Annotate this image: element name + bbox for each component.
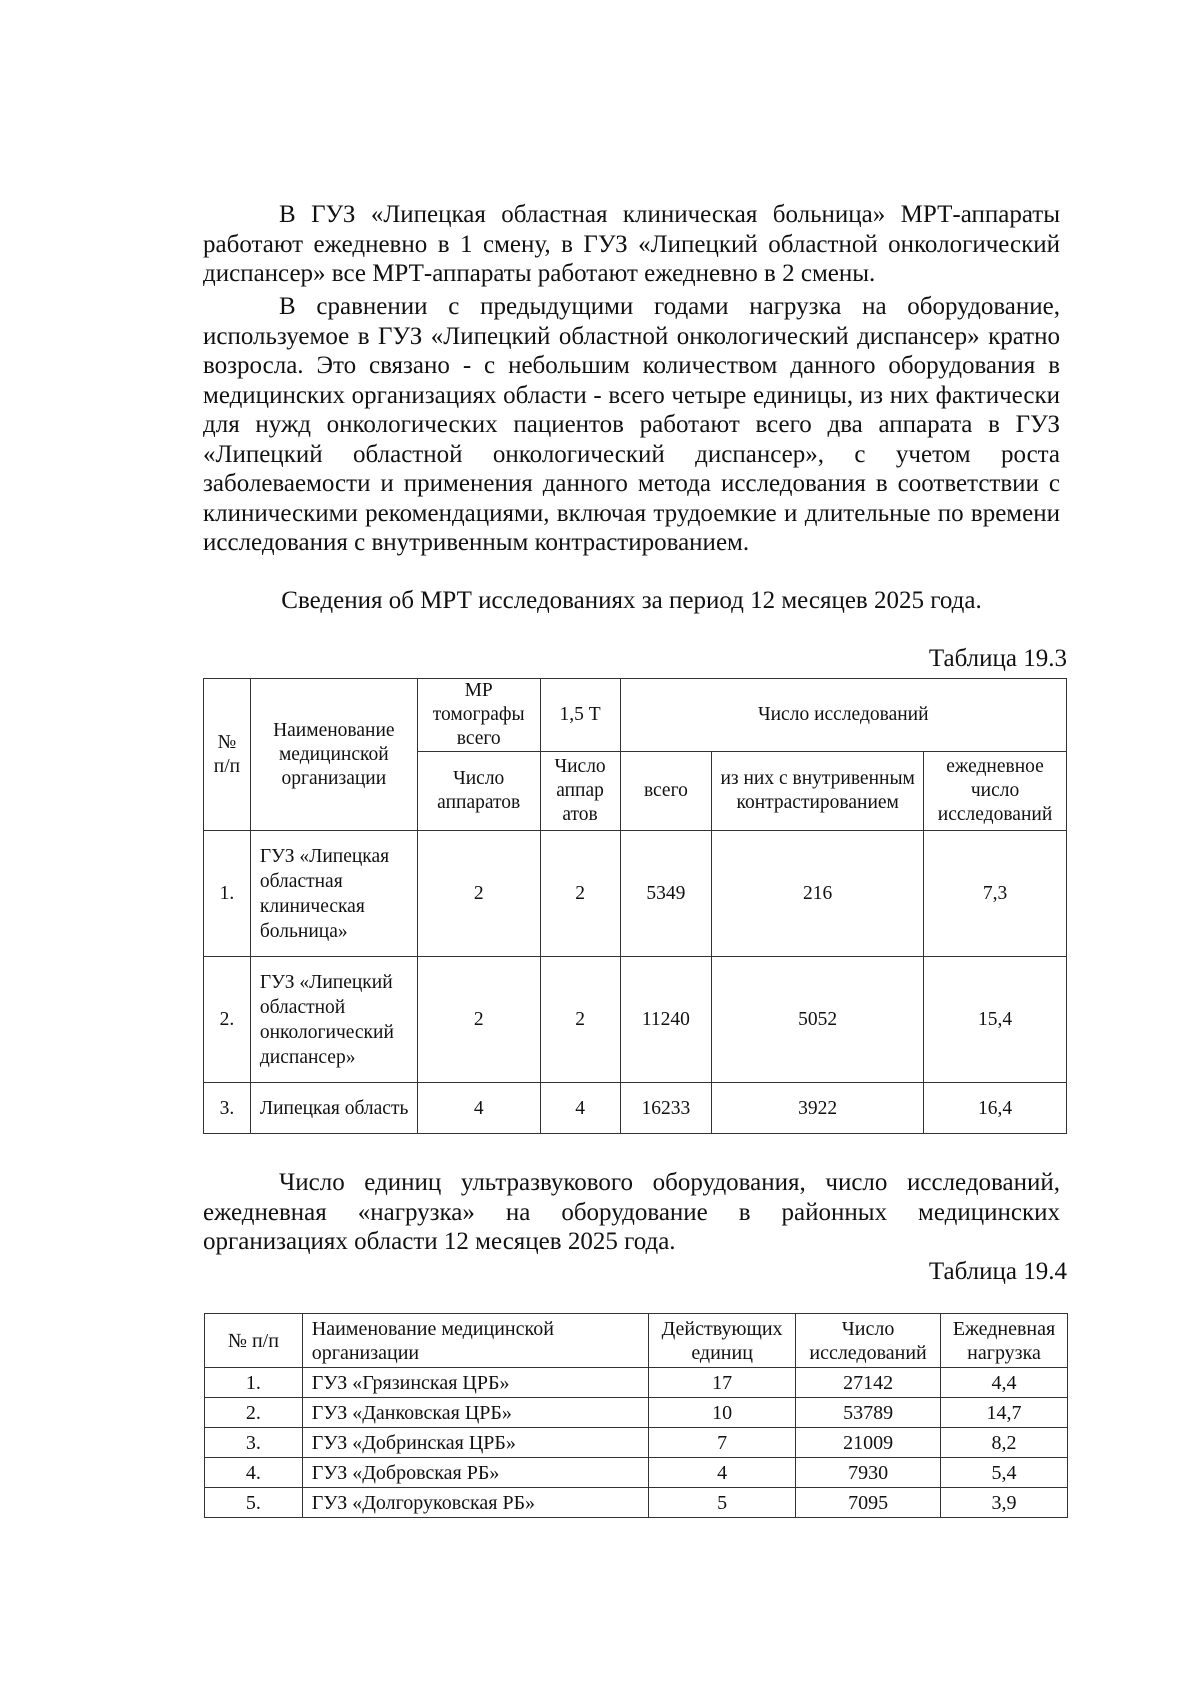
cell-org: Липецкая область <box>250 1083 417 1134</box>
cell-load: 4,4 <box>941 1368 1068 1398</box>
cell-mr: 2 <box>417 957 540 1083</box>
cell-mr: 2 <box>417 831 540 957</box>
cell-studies: 53789 <box>796 1398 941 1428</box>
header-devices: Число аппаратов <box>417 752 540 831</box>
header-num: № п/п <box>204 679 251 831</box>
header-org: Наименование медицинской организации <box>250 679 417 831</box>
cell-daily: 16,4 <box>924 1083 1067 1134</box>
cell-contrast: 5052 <box>712 957 924 1083</box>
header-org: Наименование медицинской организации <box>302 1314 648 1368</box>
cell-daily: 7,3 <box>924 831 1067 957</box>
cell-num: 4. <box>205 1458 303 1488</box>
cell-1-5t: 4 <box>540 1083 620 1134</box>
cell-num: 3. <box>204 1083 251 1134</box>
header-contrast: из них с внутривенным контрастированием <box>712 752 924 831</box>
table-row <box>205 1368 1068 1398</box>
cell-total: 5349 <box>620 831 712 957</box>
cell-mr: 4 <box>417 1083 540 1134</box>
paragraph-2: В сравнении с предыдущими годами нагрузка на оборудование, используемое в ГУЗ «Липецкий областной онкологический диспансер» кратно возросла. Это связано - с небольшим количеством данного оборудования в медицинских организациях области - всего четыре единицы, из них фактически для нужд онкологических пациентов работают всего два аппарата в ГУЗ «Липецкий областной онкологический диспансер», с учетом роста заболеваемости и применения данного метода исследования в соответствии с клиническими рекомендациями, включая трудоемкие и длительные по времени исследования с внутривенным контрастированием. <box>203 293 1060 556</box>
table-row <box>205 1428 1068 1458</box>
table-19-3-label: Таблица 19.3 <box>928 645 1067 672</box>
cell-load: 3,9 <box>941 1488 1068 1518</box>
table-19-4-label: Таблица 19.4 <box>928 1258 1067 1285</box>
table-row <box>204 1083 1067 1134</box>
cell-studies: 27142 <box>796 1368 941 1398</box>
cell-units: 10 <box>649 1398 796 1428</box>
header-units: Действующих единиц <box>649 1314 796 1368</box>
cell-num: 2. <box>205 1398 303 1428</box>
header-devices-1-5t: Число аппар атов <box>540 752 620 831</box>
cell-num: 1. <box>204 831 251 957</box>
cell-load: 8,2 <box>941 1428 1068 1458</box>
cell-org: ГУЗ «Липецкий областной онкологический диспансер» <box>250 957 417 1083</box>
cell-total: 16233 <box>620 1083 712 1134</box>
table-row <box>205 1458 1068 1488</box>
cell-load: 5,4 <box>941 1458 1068 1488</box>
header-daily: ежедневное число исследований <box>924 752 1067 831</box>
header-studies: Число исследований <box>796 1314 941 1368</box>
cell-daily: 15,4 <box>924 957 1067 1083</box>
table-row <box>204 957 1067 1083</box>
header-1-5t: 1,5 Т <box>540 679 620 752</box>
header-load: Ежедневная нагрузка <box>941 1314 1068 1368</box>
cell-num: 1. <box>205 1368 303 1398</box>
header-studies: Число исследований <box>620 679 1067 752</box>
cell-units: 4 <box>649 1458 796 1488</box>
cell-org: ГУЗ «Данковская ЦРБ» <box>302 1398 648 1428</box>
cell-contrast: 3922 <box>712 1083 924 1134</box>
table-row <box>204 831 1067 957</box>
paragraph-3: Число единиц ультразвукового оборудования, число исследований, ежедневная «нагрузка» на оборудование в районных медицинских организациях области 12 месяцев 2025 года. <box>203 1169 1060 1255</box>
table-19-4 <box>204 1313 1068 1518</box>
cell-total: 11240 <box>620 957 712 1083</box>
cell-1-5t: 2 <box>540 957 620 1083</box>
header-total: всего <box>620 752 712 831</box>
table-row <box>205 1488 1068 1518</box>
cell-units: 5 <box>649 1488 796 1518</box>
table-19-3 <box>203 678 1067 1134</box>
header-num: № п/п <box>205 1314 303 1368</box>
cell-1-5t: 2 <box>540 831 620 957</box>
cell-studies: 7095 <box>796 1488 941 1518</box>
cell-num: 5. <box>205 1488 303 1518</box>
cell-num: 3. <box>205 1428 303 1458</box>
table-19-3-caption: Сведения об МРТ исследованиях за период 12 месяцев 2025 года. <box>281 587 982 614</box>
cell-units: 7 <box>649 1428 796 1458</box>
cell-units: 17 <box>649 1368 796 1398</box>
table-row <box>205 1398 1068 1428</box>
header-mr-total: МР томографы всего <box>417 679 540 752</box>
cell-num: 2. <box>204 957 251 1083</box>
cell-org: ГУЗ «Липецкая областная клиническая больница» <box>250 831 417 957</box>
cell-load: 14,7 <box>941 1398 1068 1428</box>
paragraph-1: В ГУЗ «Липецкая областная клиническая больница» МРТ-аппараты работают ежедневно в 1 смену, в ГУЗ «Липецкий областной онкологический диспансер» все МРТ-аппараты работают ежедневно в 2 смены. <box>203 201 1060 287</box>
cell-org: ГУЗ «Грязинская ЦРБ» <box>302 1368 648 1398</box>
cell-contrast: 216 <box>712 831 924 957</box>
cell-org: ГУЗ «Долгоруковская РБ» <box>302 1488 648 1518</box>
cell-studies: 21009 <box>796 1428 941 1458</box>
cell-studies: 7930 <box>796 1458 941 1488</box>
cell-org: ГУЗ «Добринская ЦРБ» <box>302 1428 648 1458</box>
cell-org: ГУЗ «Добровская РБ» <box>302 1458 648 1488</box>
